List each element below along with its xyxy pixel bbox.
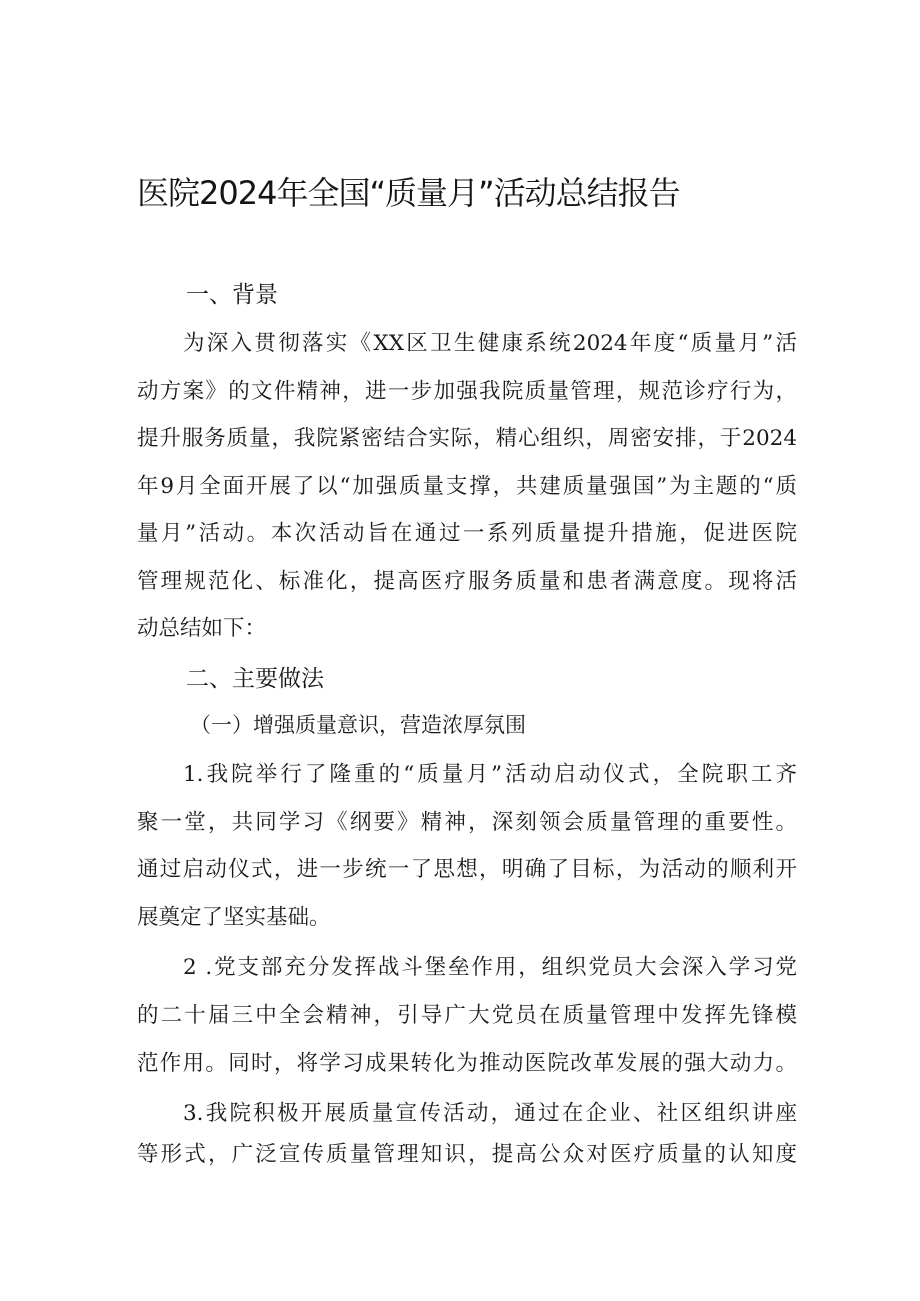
paragraph-line: 管理规范化、标准化，提高医疗服务质量和患者满意度。现将活 — [137, 568, 797, 594]
page-title: 医院2024年全国“质量月”活动总结报告 — [137, 174, 680, 212]
section-heading-main-practices: 二、主要做法 — [186, 666, 324, 692]
section-heading-background: 一、背景 — [186, 282, 278, 308]
paragraph-line: 通过启动仪式，进一步统一了思想，明确了目标，为活动的顺利开 — [137, 857, 797, 882]
paragraph-line: 的二十届三中全会精神，引导广大党员在质量管理中发挥先锋模 — [137, 1003, 797, 1028]
paragraph-line: 年9月全面开展了以“加强质量支撑，共建质量强国”为主题的“质 — [137, 473, 797, 499]
paragraph-line: 聚一堂，共同学习《纲要》精神，深刻领会质量管理的重要性。 — [137, 809, 797, 835]
paragraph-line: 范作用。同时，将学习成果转化为推动医院改革发展的强大动力。 — [137, 1051, 797, 1076]
paragraph-line: 提升服务质量，我院紧密结合实际，精心组织，周密安排，于2024 — [137, 426, 797, 451]
item-3-paragraph — [137, 1093, 797, 1175]
sub-heading-quality-awareness: （一）增强质量意识，营造浓厚氛围 — [190, 713, 526, 737]
paragraph-line: 等形式，广泛宣传质量管理知识，提高公众对医疗质量的认知度 — [137, 1142, 797, 1167]
paragraph-line: 2 .党支部充分发挥战斗堡垒作用，组织党员大会深入学习党 — [183, 955, 797, 980]
item-2-paragraph — [137, 944, 797, 1088]
paragraph-line: 动总结如下： — [137, 616, 267, 641]
background-paragraph — [137, 320, 797, 653]
paragraph-line: 量月”活动。本次活动旨在通过一系列质量提升措施，促进医院 — [137, 521, 797, 546]
paragraph-line: 展奠定了坚实基础。 — [137, 904, 331, 930]
paragraph-line: 3.我院积极开展质量宣传活动，通过在企业、社区组织讲座 — [183, 1101, 797, 1126]
paragraph-line: 动方案》的文件精神，进一步加强我院质量管理，规范诊疗行为， — [137, 378, 797, 404]
paragraph-line: 1.我院举行了隆重的“质量月”活动启动仪式，全院职工齐 — [183, 762, 797, 787]
item-1-paragraph — [137, 751, 797, 941]
paragraph-line: 为深入贯彻落实《XX区卫生健康系统2024年度“质量月”活 — [183, 331, 797, 356]
